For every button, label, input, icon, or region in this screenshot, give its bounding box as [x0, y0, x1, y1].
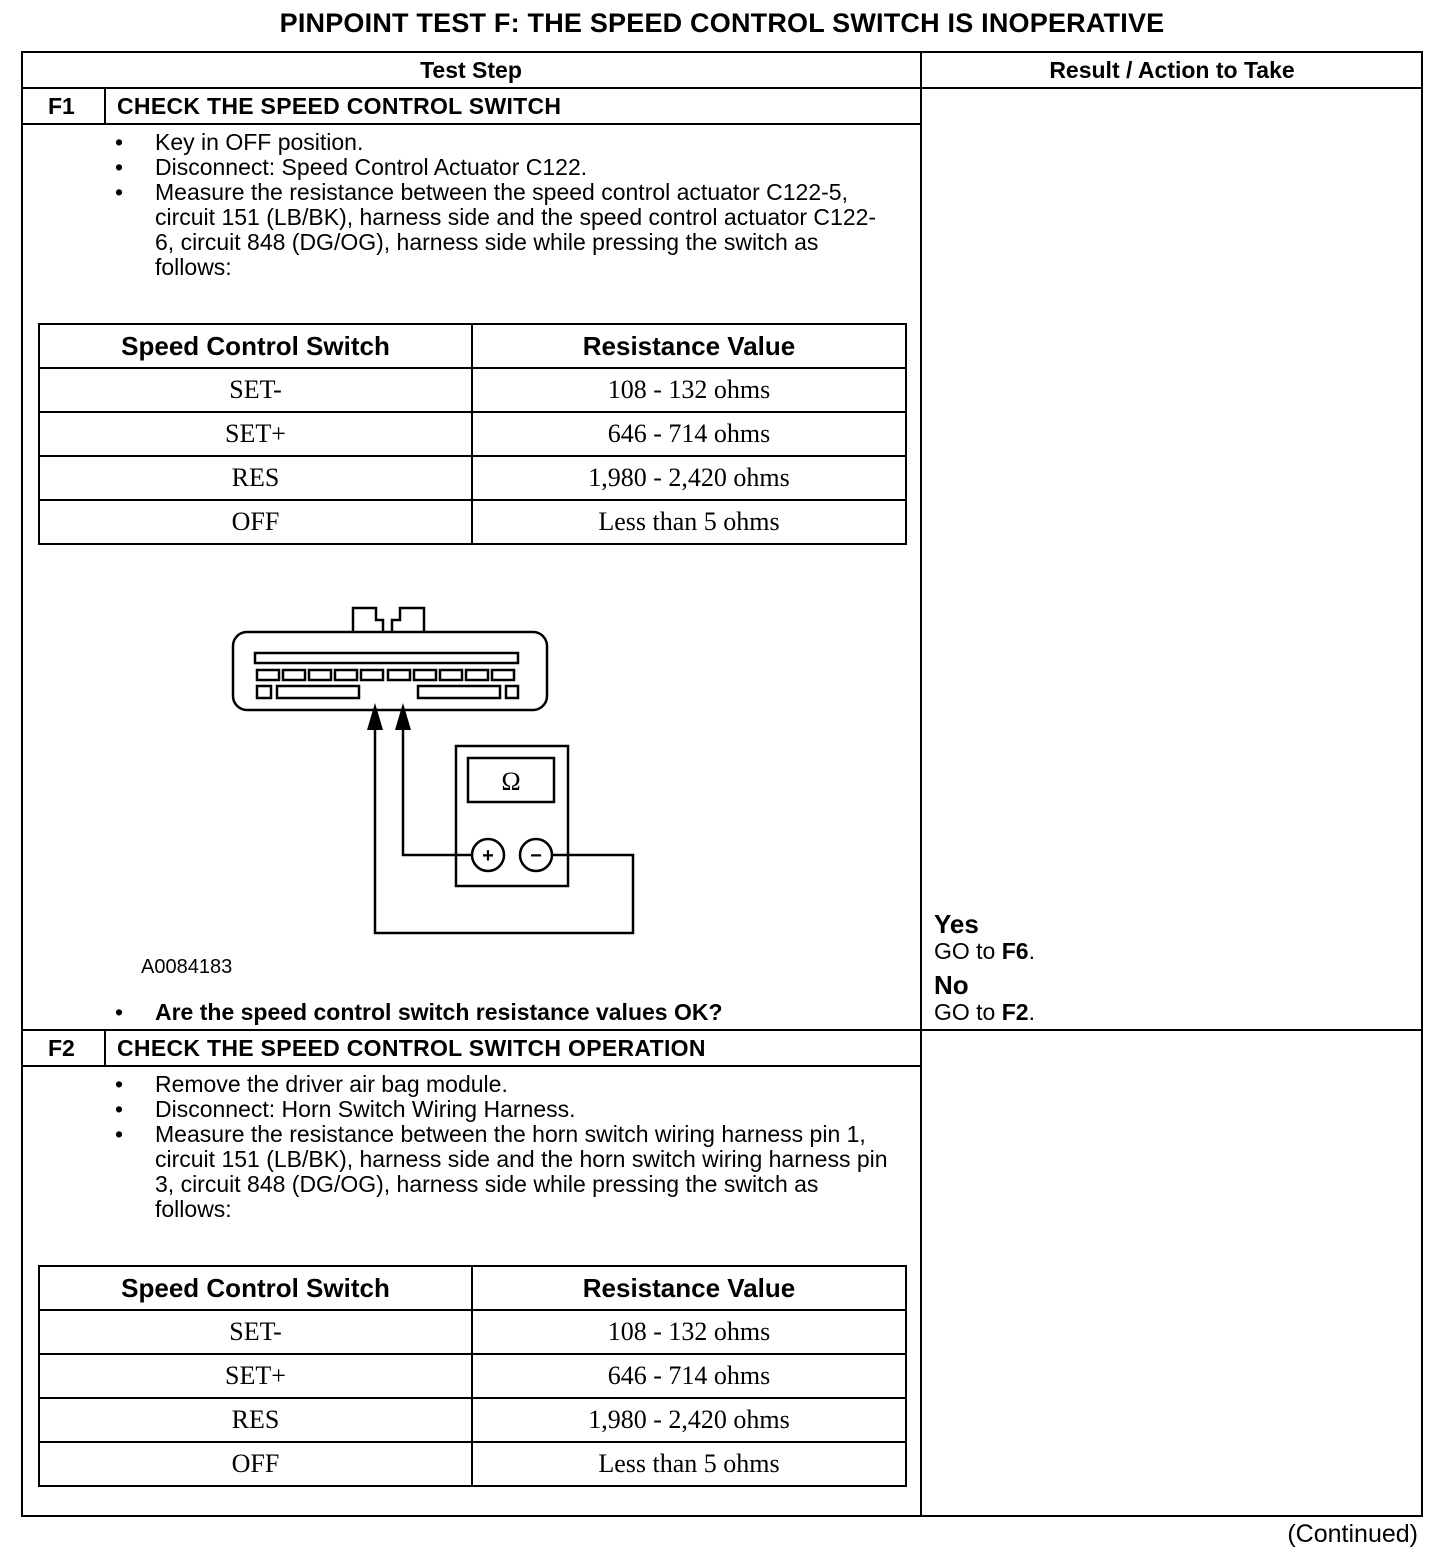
- switch-cell: SET+: [39, 1354, 472, 1398]
- step-id-f1: F1: [48, 93, 75, 119]
- column-header-resistance: Resistance Value: [472, 1266, 906, 1310]
- switch-cell: RES: [39, 456, 472, 500]
- action-end: .: [1028, 999, 1035, 1025]
- f2-title-divider: [22, 1065, 921, 1067]
- minus-sign: −: [530, 845, 542, 867]
- resistance-cell: 646 - 714 ohms: [472, 412, 906, 456]
- column-header-switch: Speed Control Switch: [39, 1266, 472, 1310]
- action-text: GO to: [934, 999, 996, 1025]
- list-item: • Remove the driver air bag module.: [111, 1072, 895, 1097]
- connector-pins: [257, 670, 518, 698]
- list-item: • Disconnect: Speed Control Actuator C122.: [111, 155, 895, 180]
- result-link-f2[interactable]: F2: [1001, 999, 1029, 1025]
- list-item: • Measure the resistance between the speed control actuator C122-5, circuit 151 (LB/BK), harness side and the speed control actuator C122-6, circuit 848 (DG/OG), harness side while pressing the switch as follows:: [111, 180, 890, 280]
- result-yes-action: [934, 938, 1035, 965]
- resistance-cell: Less than 5 ohms: [472, 1442, 906, 1486]
- step-title-f2: CHECK THE SPEED CONTROL SWITCH OPERATION: [117, 1035, 706, 1061]
- f1-instructions: [111, 130, 895, 280]
- header-divider: [22, 87, 1422, 89]
- switch-cell: RES: [39, 1398, 472, 1442]
- header-result: Result / Action to Take: [1049, 57, 1295, 83]
- step-title-f1: CHECK THE SPEED CONTROL SWITCH: [117, 93, 562, 119]
- switch-cell: SET-: [39, 368, 472, 412]
- result-yes-label: Yes: [934, 909, 979, 939]
- table-row: [39, 1398, 906, 1442]
- ohm-symbol: Ω: [501, 767, 521, 796]
- table-row: [39, 1354, 906, 1398]
- list-item: • Disconnect: Horn Switch Wiring Harness.: [111, 1097, 895, 1122]
- switch-cell: SET+: [39, 412, 472, 456]
- connector-latch: [353, 608, 424, 632]
- resistance-cell: 108 - 132 ohms: [472, 368, 906, 412]
- table-header-row: [39, 324, 906, 368]
- table-header-row: [39, 1266, 906, 1310]
- switch-cell: OFF: [39, 1442, 472, 1486]
- result-no-label: No: [934, 970, 969, 1000]
- table-row: [39, 1310, 906, 1354]
- column-divider: [920, 52, 922, 1516]
- table-row: [39, 456, 906, 500]
- switch-cell: SET-: [39, 1310, 472, 1354]
- plus-sign: +: [482, 845, 494, 867]
- f1-id-divider: [104, 88, 106, 124]
- column-header-switch: Speed Control Switch: [39, 324, 472, 368]
- f2-instructions: [111, 1072, 895, 1222]
- f1-f2-divider: [22, 1029, 1422, 1031]
- resistance-cell: Less than 5 ohms: [472, 500, 906, 544]
- table-row: [39, 500, 906, 544]
- column-header-resistance: Resistance Value: [472, 324, 906, 368]
- result-no-action: [934, 999, 1035, 1026]
- table-row: [39, 412, 906, 456]
- f1-resistance-table: [38, 323, 907, 545]
- resistance-cell: 108 - 132 ohms: [472, 1310, 906, 1354]
- f2-resistance-table: [38, 1265, 907, 1487]
- resistance-cell: 1,980 - 2,420 ohms: [472, 456, 906, 500]
- f2-id-divider: [104, 1030, 106, 1066]
- page-title: PINPOINT TEST F: THE SPEED CONTROL SWITCH IS INOPERATIVE: [279, 8, 1165, 38]
- action-end: .: [1028, 938, 1035, 964]
- probe-arrow: [395, 703, 411, 730]
- continued-note: (Continued): [1287, 1520, 1418, 1548]
- resistance-cell: 646 - 714 ohms: [472, 1354, 906, 1398]
- figure-id: A0084183: [141, 956, 233, 978]
- action-text: GO to: [934, 938, 996, 964]
- switch-cell: OFF: [39, 500, 472, 544]
- list-item: • Measure the resistance between the horn switch wiring harness pin 1, circuit 151 (LB/BK), harness side and the horn switch wiring harness pin 3, circuit 848 (DG/OG), harness side while pressing the switch as follows:: [111, 1122, 890, 1222]
- table-row: [39, 368, 906, 412]
- f1-question: • Are the speed control switch resistance values OK?: [111, 999, 723, 1026]
- list-item: • Key in OFF position.: [111, 130, 895, 155]
- table-row: [39, 1442, 906, 1486]
- resistance-cell: 1,980 - 2,420 ohms: [472, 1398, 906, 1442]
- probe-arrow: [367, 703, 383, 730]
- f1-title-divider: [22, 123, 921, 125]
- header-test-step: Test Step: [420, 57, 522, 83]
- step-id-f2: F2: [48, 1035, 75, 1061]
- connector-ohmmeter-diagram: [220, 600, 650, 945]
- result-link-f6[interactable]: F6: [1001, 938, 1029, 964]
